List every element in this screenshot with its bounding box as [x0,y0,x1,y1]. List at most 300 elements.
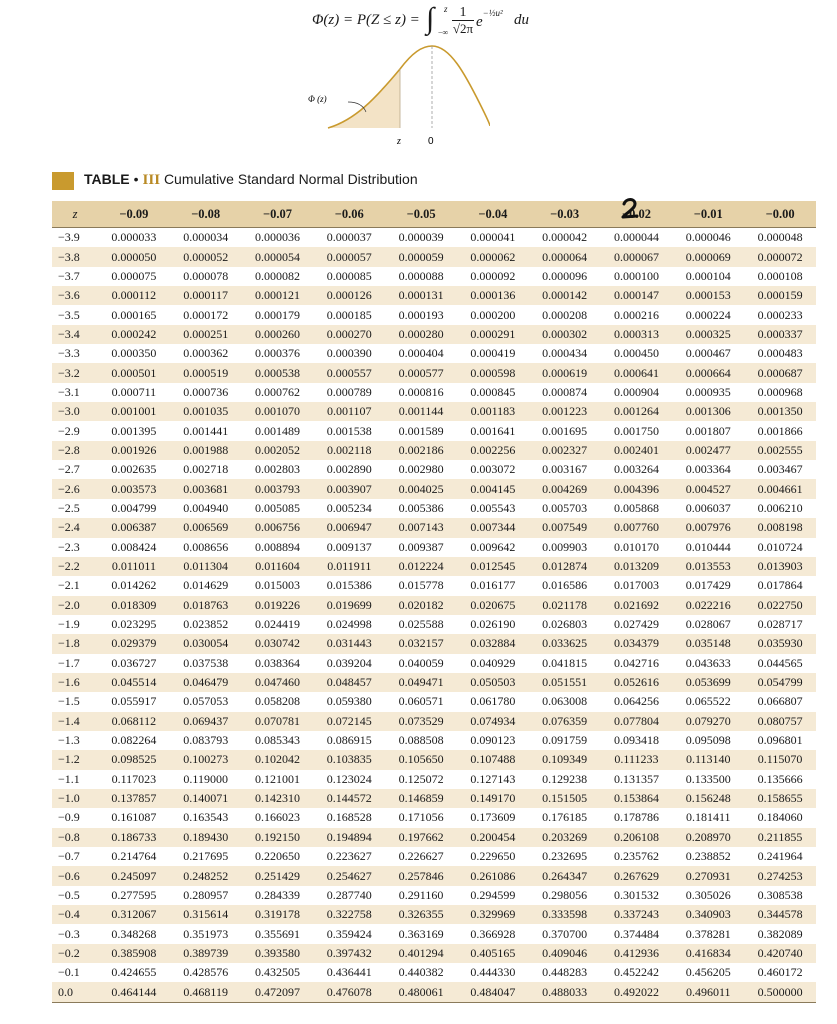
probability-cell: 0.027429 [613,617,659,632]
probability-cell: 0.000057 [313,247,385,266]
probability-cell: 0.007344 [457,518,529,537]
title-bullet: • [133,171,139,187]
probability-cell: 0.178786 [613,810,659,825]
probability-cell: 0.051551 [529,673,601,692]
probability-cell: 0.000280 [385,325,457,344]
probability-cell: 0.000126 [313,286,385,305]
probability-cell: 0.000762 [254,384,300,399]
probability-cell: 0.000641 [601,363,673,382]
probability-cell: 0.163543 [183,810,229,825]
z-value-cell: 0.0 [52,982,98,1002]
probability-cell: 0.257846 [385,866,457,885]
probability-cell: 0.151505 [529,789,601,808]
probability-cell: 0.000159 [744,286,816,305]
probability-cell: 0.000037 [326,230,372,245]
integral-sign: ∫ [426,2,435,35]
probability-cell: 0.042716 [613,655,659,670]
table-row [52,673,816,692]
probability-cell: 0.217695 [183,849,229,864]
z-value-cell: −2.3 [58,539,80,554]
probability-cell: 0.003573 [98,479,170,498]
probability-cell: 0.241964 [757,849,803,864]
probability-cell: 0.004145 [457,479,529,498]
table-row [52,731,816,750]
probability-cell: 0.000108 [757,268,803,283]
probability-cell: 0.291160 [398,887,444,902]
probability-cell: 0.050503 [457,673,529,692]
table-body [52,228,816,1003]
table-row [52,886,816,905]
probability-cell: 0.277595 [111,887,157,902]
probability-cell: 0.019226 [242,596,314,615]
probability-cell: 0.000390 [326,346,372,361]
probability-cell: 0.064256 [613,694,659,709]
probability-cell: 0.385908 [98,944,170,963]
probability-cell: 0.000789 [326,384,372,399]
probability-cell: 0.001264 [601,402,673,421]
probability-cell: 0.107488 [457,750,529,769]
probability-cell: 0.000501 [98,363,170,382]
probability-cell: 0.004269 [529,479,601,498]
probability-cell: 0.077804 [601,712,673,731]
probability-cell: 0.000350 [111,346,157,361]
probability-cell: 0.001070 [242,402,314,421]
probability-cell: 0.000062 [457,247,529,266]
table-row [52,963,816,982]
fraction-numerator: 1 [459,5,467,20]
probability-cell: 0.000302 [529,325,601,344]
probability-cell: 0.366928 [470,926,516,941]
probability-cell: 0.031443 [313,634,385,653]
probability-cell: 0.086915 [326,733,372,748]
probability-cell: 0.061780 [470,694,516,709]
probability-cell: 0.000147 [601,286,673,305]
probability-cell: 0.000200 [470,307,516,322]
probability-cell: 0.103835 [313,750,385,769]
probability-cell: 0.200454 [457,828,529,847]
probability-cell: 0.005085 [254,500,300,515]
column-header: −0.09 [98,201,170,228]
probability-cell: 0.011911 [313,557,385,576]
probability-cell: 0.024419 [254,617,300,632]
probability-cell: 0.000313 [601,325,673,344]
probability-cell: 0.009642 [470,539,516,554]
z-column-header: z [52,201,98,228]
probability-cell: 0.022750 [744,596,816,615]
probability-cell: 0.131357 [613,771,659,786]
probability-cell: 0.284339 [254,887,300,902]
probability-cell: 0.088508 [398,733,444,748]
probability-cell: 0.000224 [685,307,731,322]
probability-cell: 0.047460 [242,673,314,692]
probability-cell: 0.007760 [601,518,673,537]
probability-cell: 0.032884 [457,634,529,653]
probability-cell: 0.294599 [470,887,516,902]
column-header: −0.05 [385,201,457,228]
probability-cell: 0.008656 [183,539,229,554]
probability-cell: 0.003364 [685,462,731,477]
probability-cell: 0.002890 [326,462,372,477]
probability-cell: 0.251429 [242,866,314,885]
probability-cell: 0.033625 [529,634,601,653]
probability-cell: 0.006569 [170,518,242,537]
phi-label: Φ (z) [308,94,327,104]
z-value-cell: −0.4 [52,905,98,924]
probability-cell: 0.054799 [744,673,816,692]
probability-cell: 0.001183 [457,402,529,421]
probability-cell: 0.420740 [744,944,816,963]
probability-cell: 0.000419 [470,346,516,361]
probability-cell: 0.001035 [170,402,242,421]
table-row [52,750,816,769]
z-value-cell: −1.5 [58,694,80,709]
probability-cell: 0.001223 [529,402,601,421]
probability-cell: 0.007976 [672,518,744,537]
table-header-row [52,201,816,228]
probability-cell: 0.025588 [398,617,444,632]
probability-cell: 0.000142 [529,286,601,305]
probability-cell: 0.488033 [529,982,601,1002]
column-header: −0.07 [242,201,314,228]
probability-cell: 0.000362 [183,346,229,361]
probability-cell: 0.002803 [254,462,300,477]
shaded-area [328,69,400,128]
probability-cell: 0.020182 [385,596,457,615]
probability-cell: 0.018309 [98,596,170,615]
probability-cell: 0.000467 [685,346,731,361]
probability-cell: 0.068112 [98,712,170,731]
normal-distribution-table [52,201,816,1003]
probability-cell: 0.319178 [242,905,314,924]
title-accent-bar [52,172,74,190]
probability-cell: 0.220650 [254,849,300,864]
table-row [52,247,816,266]
probability-cell: 0.046479 [170,673,242,692]
title-text: Cumulative Standard Normal Distribution [163,171,418,187]
z-value-cell: −0.6 [52,866,98,885]
z-value-cell: −1.9 [58,617,80,632]
probability-cell: 0.002256 [457,441,529,460]
probability-cell: 0.030054 [170,634,242,653]
table-row [52,866,816,885]
probability-cell: 0.012545 [457,557,529,576]
probability-cell: 0.012874 [529,557,601,576]
probability-cell: 0.015003 [254,578,300,593]
probability-cell: 0.011011 [98,557,170,576]
probability-cell: 0.186733 [98,828,170,847]
probability-cell: 0.030742 [242,634,314,653]
probability-cell: 0.000054 [242,247,314,266]
probability-cell: 0.038364 [254,655,300,670]
probability-cell: 0.181411 [685,810,731,825]
probability-cell: 0.022216 [672,596,744,615]
probability-cell: 0.026190 [470,617,516,632]
table-row [52,982,816,1002]
probability-cell: 0.115070 [744,750,816,769]
probability-cell: 0.000816 [398,384,444,399]
probability-cell: 0.000242 [98,325,170,344]
probability-cell: 0.005234 [326,500,372,515]
probability-cell: 0.001306 [672,402,744,421]
probability-cell: 0.034379 [601,634,673,653]
table-title [84,171,418,189]
probability-cell: 0.333598 [529,905,601,924]
probability-cell: 0.166023 [254,810,300,825]
probability-cell: 0.492022 [601,982,673,1002]
probability-cell: 0.351973 [183,926,229,941]
probability-cell: 0.280957 [183,887,229,902]
probability-cell: 0.245097 [98,866,170,885]
probability-cell: 0.264347 [529,866,601,885]
probability-cell: 0.001001 [98,402,170,421]
probability-cell: 0.002052 [242,441,314,460]
probability-cell: 0.405165 [457,944,529,963]
probability-cell: 0.010170 [613,539,659,554]
probability-cell: 0.000088 [398,268,444,283]
probability-cell: 0.091759 [542,733,588,748]
probability-cell: 0.348268 [111,926,157,941]
probability-cell: 0.312067 [98,905,170,924]
z-value-cell: −3.5 [58,307,80,322]
probability-cell: 0.001695 [542,423,588,438]
probability-cell: 0.001750 [613,423,659,438]
probability-cell: 0.344578 [744,905,816,924]
z-value-cell: −1.8 [52,634,98,653]
probability-cell: 0.000059 [385,247,457,266]
probability-cell: 0.005868 [613,500,659,515]
probability-cell: 0.059380 [326,694,372,709]
probability-cell: 0.171056 [398,810,444,825]
probability-cell: 0.000450 [613,346,659,361]
probability-cell: 0.028717 [757,617,803,632]
probability-cell: 0.005386 [398,500,444,515]
probability-cell: 0.001926 [98,441,170,460]
probability-cell: 0.079270 [672,712,744,731]
probability-cell: 0.374484 [613,926,659,941]
probability-cell: 0.006756 [242,518,314,537]
probability-cell: 0.000664 [672,363,744,382]
z-value-cell: −0.1 [58,965,80,980]
probability-cell: 0.416834 [672,944,744,963]
table-row [52,944,816,963]
probability-cell: 0.127143 [470,771,516,786]
probability-cell: 0.003467 [757,462,803,477]
fraction-denominator: √2π [452,21,474,36]
probability-cell: 0.002555 [744,441,816,460]
table-row [52,576,816,595]
probability-cell: 0.063008 [542,694,588,709]
column-header: −0.04 [457,201,529,228]
probability-cell: 0.001988 [170,441,242,460]
table-row [52,634,816,653]
integral-upper-limit: z [444,4,448,14]
probability-cell: 0.267629 [601,866,673,885]
table-row [52,499,816,518]
probability-cell: 0.214764 [111,849,157,864]
probability-cell: 0.452242 [613,965,659,980]
z-value-cell: −0.8 [52,828,98,847]
probability-cell: 0.000085 [326,268,372,283]
probability-cell: 0.363169 [398,926,444,941]
probability-cell: 0.000208 [542,307,588,322]
probability-cell: 0.448283 [542,965,588,980]
probability-cell: 0.013903 [744,557,816,576]
probability-cell: 0.238852 [685,849,731,864]
z-value-cell: −3.2 [52,363,98,382]
column-header: −0.03 [529,201,601,228]
probability-cell: 0.176185 [542,810,588,825]
probability-cell: 0.000044 [613,230,659,245]
probability-cell: 0.003264 [613,462,659,477]
column-header: −0.08 [170,201,242,228]
table-row [52,228,816,248]
probability-cell: 0.000100 [613,268,659,283]
probability-cell: 0.013553 [672,557,744,576]
probability-cell: 0.041815 [542,655,588,670]
probability-cell: 0.007143 [385,518,457,537]
probability-cell: 0.192150 [242,828,314,847]
probability-cell: 0.000185 [326,307,372,322]
probability-cell: 0.003793 [242,479,314,498]
probability-cell: 0.001589 [398,423,444,438]
probability-cell: 0.019699 [313,596,385,615]
z-value-cell: −3.1 [58,384,80,399]
probability-cell: 0.049471 [385,673,457,692]
probability-cell: 0.382089 [757,926,803,941]
probability-cell: 0.211855 [744,828,816,847]
probability-cell: 0.137857 [98,789,170,808]
probability-cell: 0.135666 [757,771,803,786]
probability-cell: 0.011604 [242,557,314,576]
probability-cell: 0.129238 [542,771,588,786]
table-row [52,305,816,324]
probability-cell: 0.004025 [385,479,457,498]
probability-cell: 0.000136 [457,286,529,305]
probability-cell: 0.305026 [685,887,731,902]
probability-cell: 0.004527 [672,479,744,498]
probability-cell: 0.023295 [111,617,157,632]
probability-cell: 0.436441 [326,965,372,980]
probability-cell: 0.000172 [183,307,229,322]
z-value-cell: −3.4 [52,325,98,344]
probability-cell: 0.105650 [385,750,457,769]
z-value-cell: −2.6 [52,479,98,498]
z-value-cell: −3.3 [58,346,80,361]
probability-cell: 0.004396 [601,479,673,498]
probability-cell: 0.044565 [757,655,803,670]
table-row [52,596,816,615]
probability-cell: 0.000376 [254,346,300,361]
probability-cell: 0.000112 [98,286,170,305]
probability-cell: 0.001489 [254,423,300,438]
probability-cell: 0.000598 [457,363,529,382]
column-header: −0.06 [313,201,385,228]
probability-cell: 0.002980 [398,462,444,477]
probability-cell: 0.424655 [111,965,157,980]
probability-cell: 0.006387 [98,518,170,537]
probability-cell: 0.000845 [470,384,516,399]
probability-cell: 0.144572 [313,789,385,808]
probability-cell: 0.274253 [744,866,816,885]
probability-cell: 0.000033 [111,230,157,245]
probability-cell: 0.021692 [601,596,673,615]
z-value-cell: −2.1 [58,578,80,593]
z-value-cell: −2.5 [58,500,80,515]
probability-cell: 0.002635 [111,462,157,477]
probability-cell: 0.052616 [601,673,673,692]
probability-cell: 0.456205 [685,965,731,980]
probability-cell: 0.001107 [313,402,385,421]
probability-cell: 0.073529 [385,712,457,731]
probability-cell: 0.096801 [757,733,803,748]
probability-cell: 0.000046 [685,230,731,245]
probability-cell: 0.125072 [398,771,444,786]
probability-cell: 0.072145 [313,712,385,731]
z-axis-label: z [397,136,401,147]
probability-cell: 0.001538 [326,423,372,438]
probability-cell: 0.057053 [183,694,229,709]
probability-cell: 0.315614 [170,905,242,924]
probability-cell: 0.004799 [111,500,157,515]
probability-cell: 0.500000 [744,982,816,1002]
probability-cell: 0.149170 [457,789,529,808]
probability-cell: 0.095098 [685,733,731,748]
z-value-cell: −0.9 [58,810,80,825]
probability-cell: 0.036727 [111,655,157,670]
table-row [52,712,816,731]
z-value-cell: −2.0 [52,596,98,615]
probability-cell: 0.000041 [470,230,516,245]
probability-cell: 0.021178 [529,596,601,615]
probability-cell: 0.000711 [111,384,157,399]
probability-cell: 0.016586 [542,578,588,593]
table-row [52,421,816,440]
probability-cell: 0.308538 [757,887,803,902]
probability-cell: 0.039204 [326,655,372,670]
z-value-cell: −1.3 [58,733,80,748]
probability-cell: 0.000052 [170,247,242,266]
z-value-cell: −0.5 [58,887,80,902]
table-row [52,460,816,479]
probability-cell: 0.000075 [111,268,157,283]
probability-cell: 0.440382 [398,965,444,980]
z-value-cell: −2.4 [52,518,98,537]
probability-cell: 0.156248 [672,789,744,808]
cdf-formula [312,2,612,40]
probability-cell: 0.378281 [685,926,731,941]
z-value-cell: −0.3 [58,926,80,941]
probability-cell: 0.496011 [672,982,744,1002]
probability-cell: 0.261086 [457,866,529,885]
probability-cell: 0.055917 [111,694,157,709]
table-row [52,479,816,498]
probability-cell: 0.076359 [529,712,601,731]
probability-cell: 0.111233 [601,750,673,769]
probability-cell: 0.000483 [757,346,803,361]
probability-cell: 0.000337 [744,325,816,344]
probability-cell: 0.000216 [613,307,659,322]
probability-cell: 0.000874 [542,384,588,399]
probability-cell: 0.322758 [313,905,385,924]
probability-cell: 0.009137 [326,539,372,554]
probability-cell: 0.000153 [672,286,744,305]
title-label: TABLE [84,171,130,187]
probability-cell: 0.206108 [601,828,673,847]
probability-cell: 0.203269 [529,828,601,847]
table-row [52,808,816,827]
probability-cell: 0.017003 [613,578,659,593]
probability-cell: 0.370700 [542,926,588,941]
